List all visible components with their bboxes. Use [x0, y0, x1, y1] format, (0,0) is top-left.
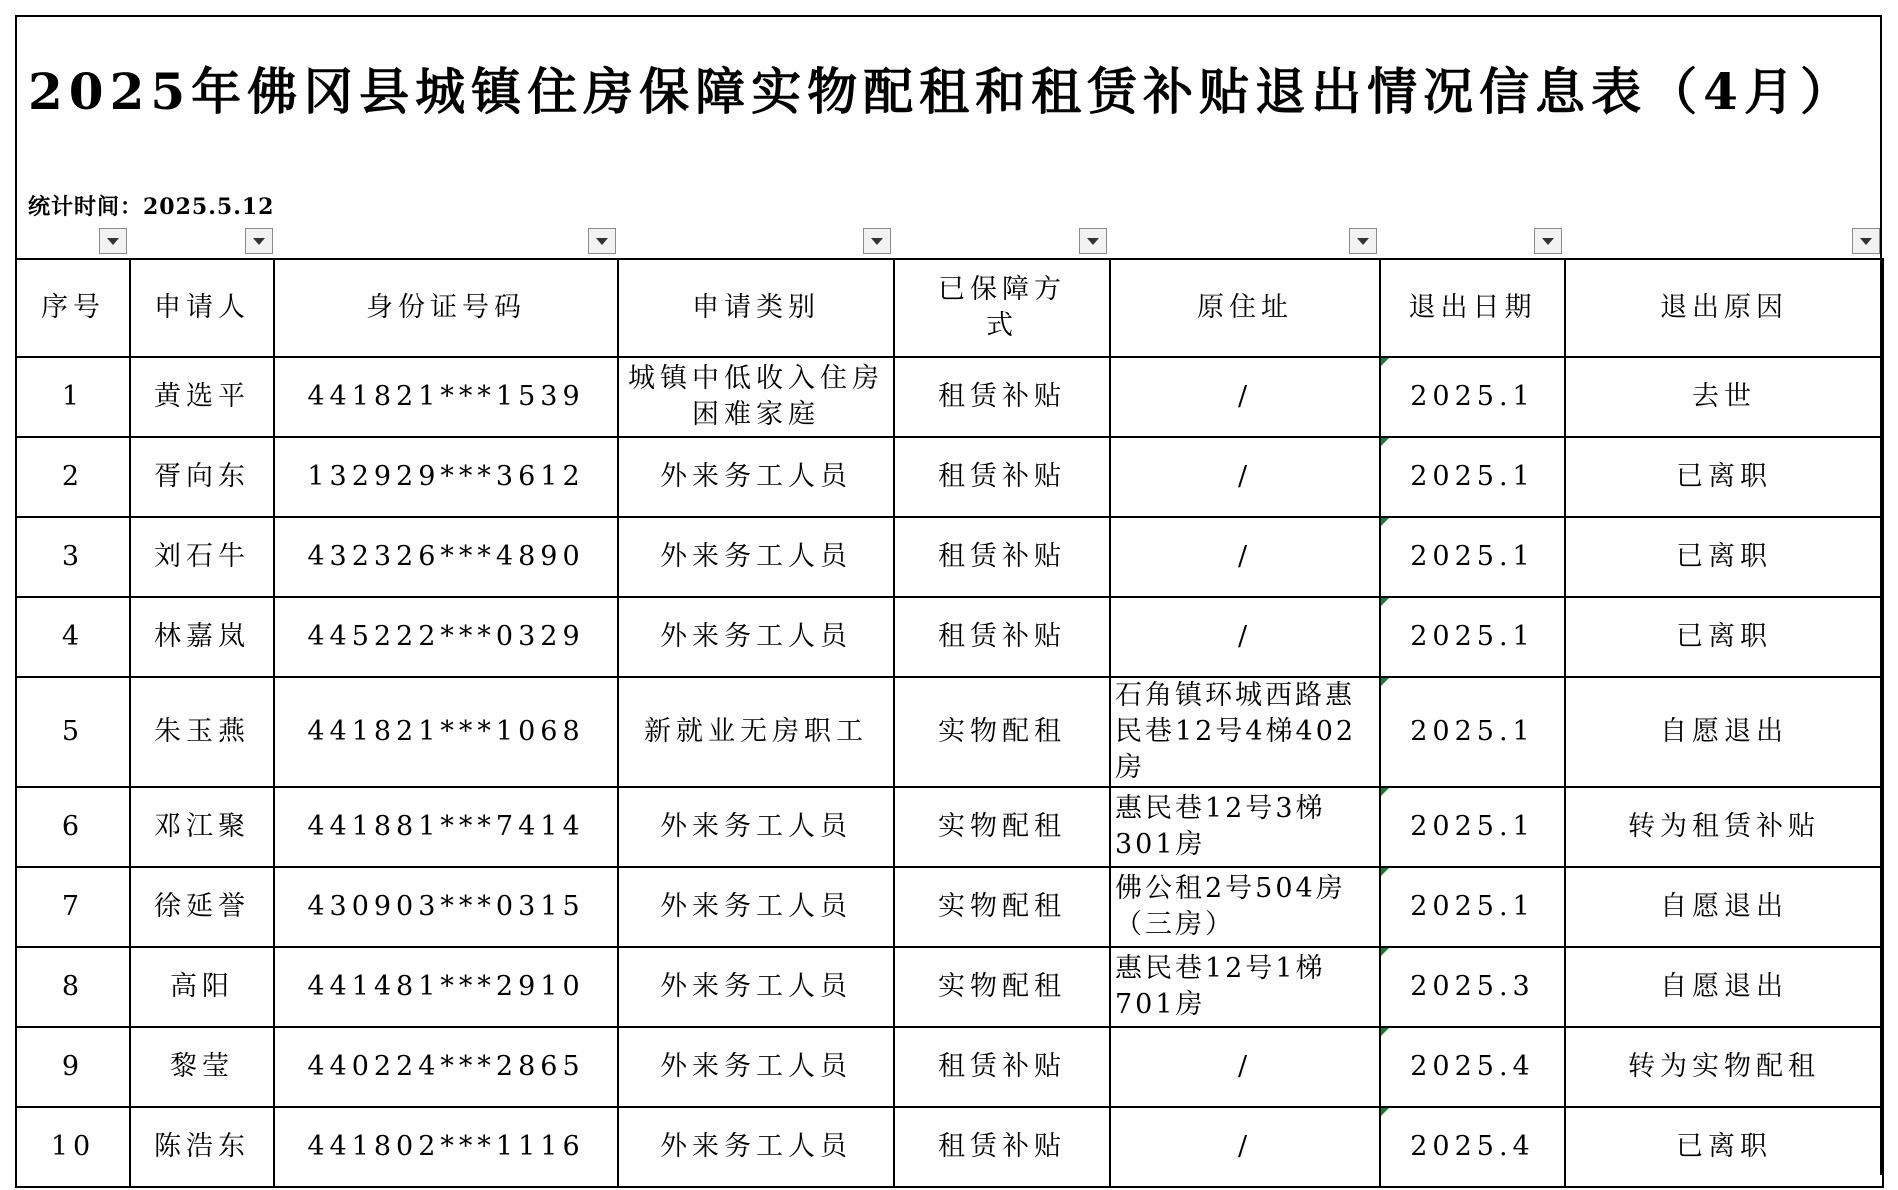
cell-method: 租赁补贴: [894, 597, 1110, 677]
cell-exit-reason: 已离职: [1565, 437, 1883, 517]
cell-exit-date: 2025.1: [1380, 437, 1565, 517]
cell-method: 实物配租: [894, 867, 1110, 947]
cell-exit-reason: 已离职: [1565, 517, 1883, 597]
cell-exit-date: 2025.1: [1380, 517, 1565, 597]
cell-category: 外来务工人员: [618, 867, 894, 947]
header-exit-reason: 退出原因: [1565, 259, 1883, 357]
cell-exit-date: 2025.1: [1380, 597, 1565, 677]
cell-exit-reason: 转为实物配租: [1565, 1027, 1883, 1107]
cell-exit-reason: 去世: [1565, 357, 1883, 437]
cell-no: 4: [16, 597, 130, 677]
cell-category: 新就业无房职工: [618, 677, 894, 787]
cell-address: /: [1110, 517, 1380, 597]
cell-exit-date: 2025.4: [1380, 1027, 1565, 1107]
cell-address: 佛公租2号504房（三房）: [1110, 867, 1380, 947]
cell-category: 城镇中低收入住房困难家庭: [618, 357, 894, 437]
cell-applicant: 黄选平: [130, 357, 274, 437]
cell-method: 租赁补贴: [894, 1027, 1110, 1107]
cell-exit-date: 2025.1: [1380, 787, 1565, 867]
cell-applicant: 林嘉岚: [130, 597, 274, 677]
cell-applicant: 陈浩东: [130, 1107, 274, 1187]
cell-applicant: 高阳: [130, 947, 274, 1027]
cell-no: 1: [16, 357, 130, 437]
table-row: [16, 437, 1883, 517]
cell-exit-reason: 已离职: [1565, 597, 1883, 677]
cell-category: 外来务工人员: [618, 1027, 894, 1107]
header-method: 已保障方式: [894, 259, 1110, 357]
cell-no: 5: [16, 677, 130, 787]
cell-method: 实物配租: [894, 787, 1110, 867]
cell-id-number: 432326***4890: [274, 517, 618, 597]
cell-category: 外来务工人员: [618, 787, 894, 867]
filter-dropdown-icon[interactable]: [588, 228, 616, 254]
stat-time: 统计时间：2025.5.12: [28, 194, 275, 220]
cell-address: 惠民巷12号1梯701房: [1110, 947, 1380, 1027]
cell-exit-reason: 自愿退出: [1565, 867, 1883, 947]
cell-id-number: 441881***7414: [274, 787, 618, 867]
cell-method: 租赁补贴: [894, 1107, 1110, 1187]
header-category: 申请类别: [618, 259, 894, 357]
cell-method: 实物配租: [894, 947, 1110, 1027]
cell-address: 石角镇环城西路惠民巷12号4梯402房: [1110, 677, 1380, 787]
table-row: [16, 1027, 1883, 1107]
table-row: [16, 787, 1883, 867]
cell-exit-date: 2025.3: [1380, 947, 1565, 1027]
table-row: [16, 597, 1883, 677]
table-row: [16, 947, 1883, 1027]
cell-id-number: 441821***1539: [274, 357, 618, 437]
header-exit-date: 退出日期: [1380, 259, 1565, 357]
filter-dropdown-icon[interactable]: [245, 228, 273, 254]
cell-category: 外来务工人员: [618, 947, 894, 1027]
cell-address: /: [1110, 597, 1380, 677]
cell-exit-date: 2025.1: [1380, 357, 1565, 437]
filter-dropdown-icon[interactable]: [1534, 228, 1562, 254]
cell-no: 2: [16, 437, 130, 517]
header-address: 原住址: [1110, 259, 1380, 357]
cell-category: 外来务工人员: [618, 517, 894, 597]
cell-exit-date: 2025.4: [1380, 1107, 1565, 1187]
header-row: [16, 259, 1883, 357]
cell-no: 8: [16, 947, 130, 1027]
cell-method: 租赁补贴: [894, 517, 1110, 597]
cell-address: /: [1110, 437, 1380, 517]
cell-method: 实物配租: [894, 677, 1110, 787]
cell-category: 外来务工人员: [618, 437, 894, 517]
filter-dropdown-icon[interactable]: [863, 228, 891, 254]
cell-address: 惠民巷12号3梯301房: [1110, 787, 1380, 867]
cell-id-number: 441802***1116: [274, 1107, 618, 1187]
cell-no: 7: [16, 867, 130, 947]
table-row: [16, 867, 1883, 947]
table-row: [16, 1107, 1883, 1187]
cell-applicant: 朱玉燕: [130, 677, 274, 787]
header-no: 序号: [16, 259, 130, 357]
filter-dropdown-icon[interactable]: [99, 228, 127, 254]
cell-address: /: [1110, 1107, 1380, 1187]
cell-exit-reason: 自愿退出: [1565, 677, 1883, 787]
cell-no: 6: [16, 787, 130, 867]
page-title: 2025年佛冈县城镇住房保障实物配租和租赁补贴退出情况信息表（4月）: [28, 62, 1856, 121]
cell-id-number: 441481***2910: [274, 947, 618, 1027]
cell-exit-reason: 自愿退出: [1565, 947, 1883, 1027]
cell-applicant: 胥向东: [130, 437, 274, 517]
table-row: [16, 517, 1883, 597]
table-row: [16, 357, 1883, 437]
cell-address: /: [1110, 1027, 1380, 1107]
filter-dropdown-icon[interactable]: [1852, 228, 1880, 254]
cell-id-number: 132929***3612: [274, 437, 618, 517]
exit-info-table: [15, 258, 1884, 1188]
cell-exit-reason: 转为租赁补贴: [1565, 787, 1883, 867]
cell-category: 外来务工人员: [618, 597, 894, 677]
filter-dropdown-icon[interactable]: [1349, 228, 1377, 254]
cell-id-number: 440224***2865: [274, 1027, 618, 1107]
table-row: [16, 677, 1883, 787]
cell-no: 3: [16, 517, 130, 597]
filter-dropdown-icon[interactable]: [1079, 228, 1107, 254]
cell-category: 外来务工人员: [618, 1107, 894, 1187]
header-applicant: 申请人: [130, 259, 274, 357]
cell-method: 租赁补贴: [894, 357, 1110, 437]
cell-applicant: 徐延誉: [130, 867, 274, 947]
cell-id-number: 430903***0315: [274, 867, 618, 947]
cell-exit-reason: 已离职: [1565, 1107, 1883, 1187]
cell-exit-date: 2025.1: [1380, 867, 1565, 947]
cell-exit-date: 2025.1: [1380, 677, 1565, 787]
header-id-number: 身份证号码: [274, 259, 618, 357]
cell-id-number: 445222***0329: [274, 597, 618, 677]
cell-no: 9: [16, 1027, 130, 1107]
cell-no: 10: [16, 1107, 130, 1187]
cell-method: 租赁补贴: [894, 437, 1110, 517]
cell-applicant: 黎莹: [130, 1027, 274, 1107]
cell-address: /: [1110, 357, 1380, 437]
cell-applicant: 邓江聚: [130, 787, 274, 867]
cell-id-number: 441821***1068: [274, 677, 618, 787]
cell-applicant: 刘石牛: [130, 517, 274, 597]
